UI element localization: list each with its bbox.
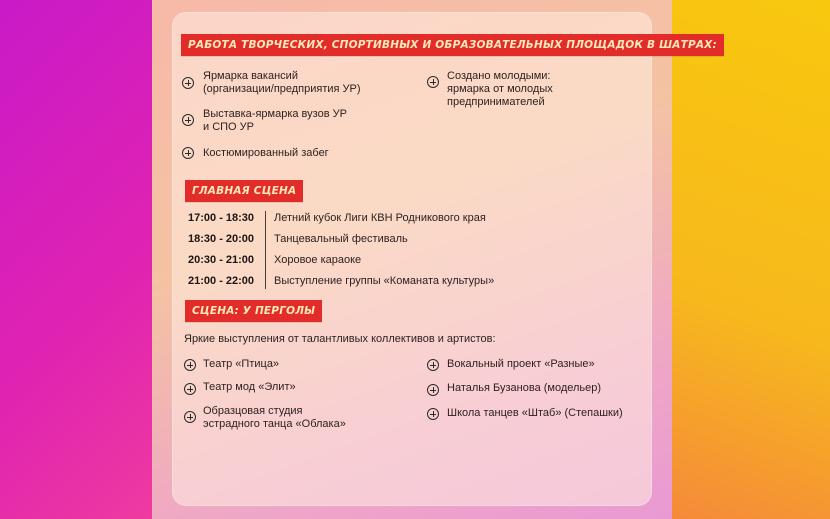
left-background bbox=[0, 0, 152, 519]
list-item: Образцовая студия эстрадного танца «Облака» bbox=[203, 405, 346, 430]
schedule-time: 18:30 - 20:00 bbox=[188, 233, 255, 245]
list-item: Наталья Бузанова (модельер) bbox=[447, 382, 602, 394]
plus-icon bbox=[427, 76, 439, 88]
list-item: Создано молодыми: ярмарка от молодых предпринимателей bbox=[447, 70, 553, 108]
tents-section-title: РАБОТА ТВОРЧЕСКИХ, СПОРТИВНЫХ И ОБРАЗОВАТЕЛЬНЫХ ПЛОЩАДОК В ШАТРАХ: bbox=[181, 34, 724, 56]
list-item: Ярмарка вакансий (организации/предприятия УР) bbox=[203, 70, 361, 95]
plus-icon bbox=[184, 411, 196, 423]
right-background bbox=[672, 0, 830, 519]
pergola-stage-title: СЦЕНА: У ПЕРГОЛЫ bbox=[185, 300, 322, 322]
pergola-intro: Яркие выступления от талантливых коллективов и артистов: bbox=[184, 333, 496, 345]
list-item: Театр мод «Элит» bbox=[203, 381, 296, 393]
plus-icon bbox=[427, 359, 439, 371]
list-item: Школа танцев «Штаб» (Степашки) bbox=[447, 407, 623, 419]
schedule-event: Выступление группы «Команата культуры» bbox=[274, 275, 495, 287]
main-stage-title: ГЛАВНАЯ СЦЕНА bbox=[185, 180, 303, 202]
plus-icon bbox=[427, 384, 439, 396]
plus-icon bbox=[182, 114, 194, 126]
list-item: Вокальный проект «Разные» bbox=[447, 358, 595, 370]
plus-icon bbox=[184, 359, 196, 371]
plus-icon bbox=[184, 383, 196, 395]
schedule-event: Хоровое караоке bbox=[274, 254, 362, 266]
schedule-time: 21:00 - 22:00 bbox=[188, 275, 255, 287]
schedule-time: 17:00 - 18:30 bbox=[188, 212, 255, 224]
list-item: Костюмированный забег bbox=[203, 147, 329, 159]
schedule-event: Летний кубок Лиги КВН Родникового края bbox=[274, 212, 486, 224]
schedule-time: 20:30 - 21:00 bbox=[188, 254, 255, 266]
schedule-divider bbox=[265, 211, 266, 289]
plus-icon bbox=[427, 408, 439, 420]
plus-icon bbox=[182, 147, 194, 159]
list-item: Выставка-ярмарка вузов УР и СПО УР bbox=[203, 108, 347, 133]
schedule-event: Танцевальный фестиваль bbox=[274, 233, 408, 245]
plus-icon bbox=[182, 77, 194, 89]
list-item: Театр «Птица» bbox=[203, 358, 280, 370]
